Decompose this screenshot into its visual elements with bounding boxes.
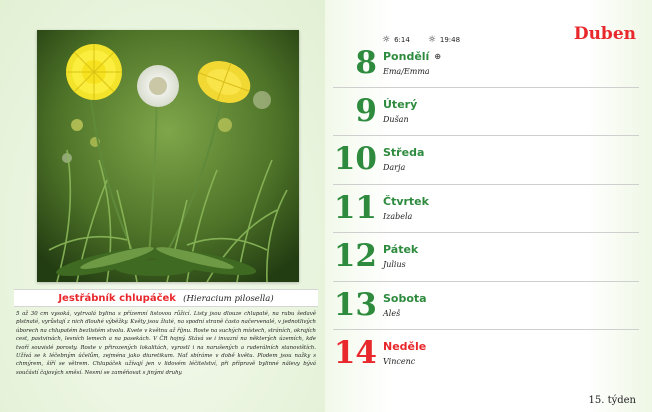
nameday: Izabela (383, 211, 413, 221)
day-name: Úterý (383, 98, 418, 111)
day-row (333, 233, 639, 281)
day-name: Neděle (383, 339, 427, 353)
day-name (383, 50, 441, 63)
day-row (333, 40, 639, 88)
day-row (333, 88, 639, 136)
day-name: Středa (383, 146, 425, 160)
day-name: Sobota (383, 291, 427, 305)
day-number: 12 (333, 238, 377, 275)
full-moon-icon: ⊕ (434, 52, 442, 61)
nameday: Vincenc (383, 356, 416, 366)
day-number: 10 (333, 141, 377, 178)
sunrise-icon: ☼ (382, 35, 391, 45)
day-number: 13 (333, 286, 377, 323)
dandelion-image (37, 30, 299, 282)
week-number: 15. týden (588, 395, 636, 406)
day-number: 11 (333, 189, 377, 226)
nameday: Darja (383, 163, 406, 173)
day-number: 14 (333, 334, 377, 371)
day-row (333, 185, 639, 233)
plant-name: Jestřábník chlupáček (58, 293, 176, 304)
day-list (333, 40, 639, 378)
day-name: Pátek (383, 243, 419, 257)
nameday: Ema/Emma (383, 67, 430, 76)
nameday: Julius (383, 260, 406, 270)
day-row (333, 136, 639, 184)
plant-photo (37, 30, 299, 282)
day-number: 8 (355, 45, 377, 81)
day-name-text: Pondělí (383, 50, 430, 63)
day-number: 9 (355, 93, 377, 129)
nameday: Aleš (383, 308, 401, 318)
month-title: Duben (573, 24, 636, 44)
nameday: Dušan (383, 115, 409, 124)
plant-description: 5 až 30 cm vysoká, vytrvalá bylina s přízemní listovou růžicí. Listy jsou dlouze chlupaté, na rubu šedavě plstnaté, vyrůstají z nich dlouhé výběžky. Květy jsou žluté, na spodní straně často načervenalé, v jednotlivých úborech na chlupatém bezlistém stvolu. Kvete v květnu až říjnu. Roste na suchých místech, stráních, okrajích cest, pastvinách, lesních lemech a na pasekách. V ČR hojný. Stává se i invazní na některých územích, kde tvoří souvislé porosty. Roste v přirozených lokalitách, vyrostl i na narušených a ruderálních stanovištích. Užívá se k léčebným účelům, zejména jako diuretikum. Nať sbíráme v době květu. Plodem jsou nažky s chmýrem, šíří se větrem. Chlupáček užívají jen v lidovém léčitelství, při přípravě bylinné nálevy bývá součástí čajových směsí. Nesmí se zaměňovat s jinými druhy. (16, 311, 316, 376)
sunset-time: 19:48 (439, 36, 461, 44)
sunset-icon: ☼ (427, 35, 436, 45)
sunrise-time: 6:14 (394, 36, 410, 44)
day-name: Čtvrtek (383, 194, 429, 208)
day-row-sunday (333, 330, 639, 378)
plant-caption (14, 289, 318, 307)
plant-latin-name: (Hieracium pilosella) (183, 294, 274, 304)
day-row (333, 282, 639, 330)
